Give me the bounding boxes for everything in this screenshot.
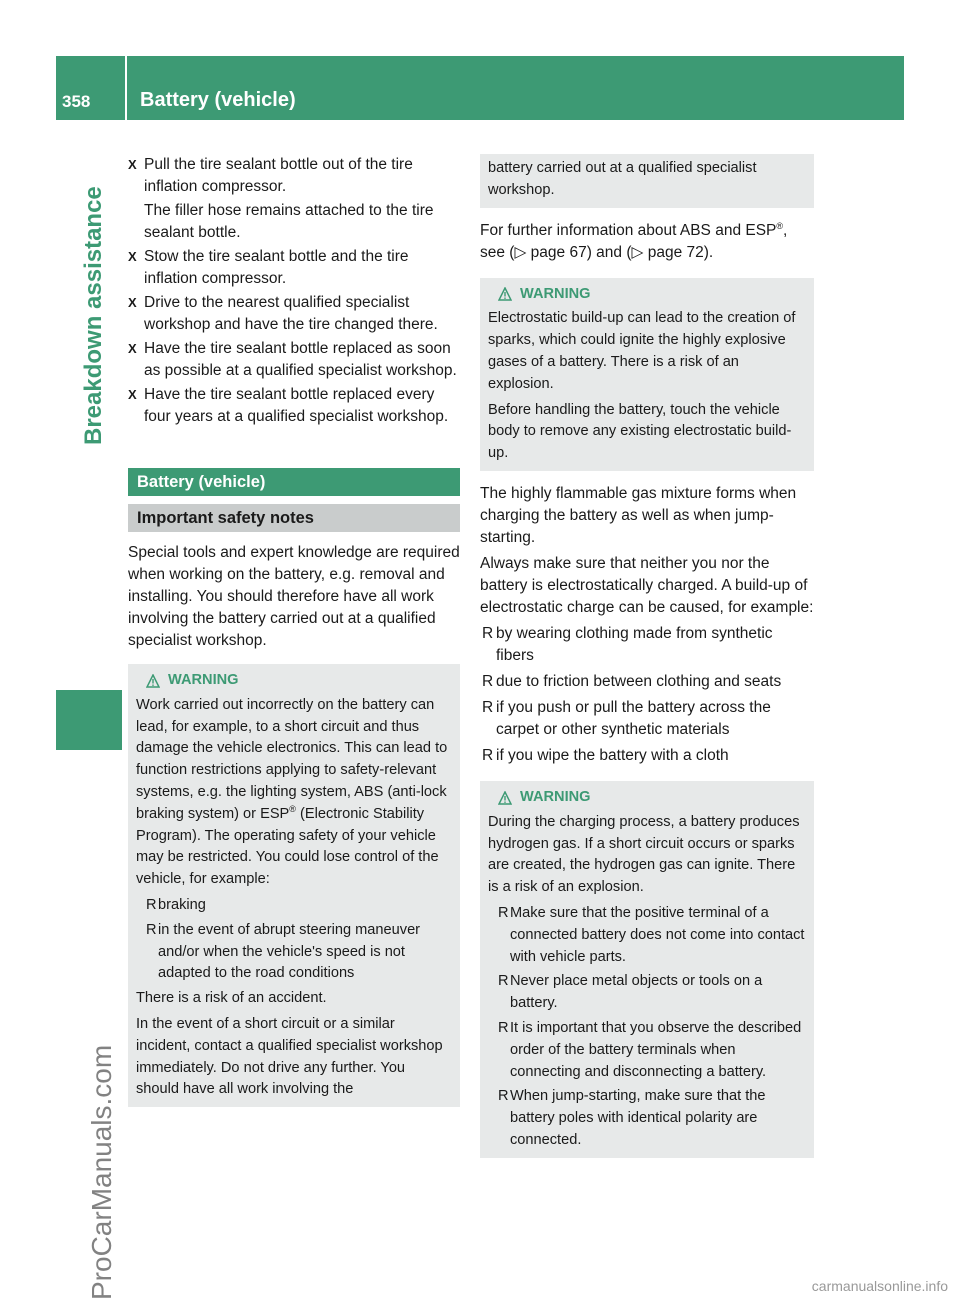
bullet-icon: R bbox=[146, 921, 157, 938]
intro-paragraph: Special tools and expert knowledge are required when working on the battery, e.g. removal and installing. You should therefore have all work involving the battery carried out at a qualified specialist workshop. bbox=[128, 544, 460, 649]
warning-triangle-icon bbox=[498, 791, 512, 805]
list-item: R by wearing clothing made from synthetic fibers bbox=[482, 624, 773, 664]
step-item bbox=[128, 384, 460, 428]
list-item: R Never place metal objects or tools on a battery. bbox=[498, 973, 763, 1012]
warning-header bbox=[488, 787, 806, 809]
step-arrow-icon: X bbox=[128, 295, 137, 310]
page-title: Battery (vehicle) bbox=[140, 89, 296, 111]
step-item bbox=[128, 154, 460, 198]
list-item: R if you wipe the battery with a cloth bbox=[480, 745, 814, 767]
section-heading: Battery (vehicle) bbox=[128, 468, 460, 496]
warning-label: WARNING bbox=[520, 285, 591, 302]
bullet-icon: R bbox=[482, 672, 494, 690]
bullet-icon: R bbox=[498, 1019, 509, 1036]
warning-box bbox=[480, 781, 814, 1158]
warning-box-continued bbox=[480, 154, 814, 208]
warning-box bbox=[128, 664, 460, 1107]
list-item: R in the event of abrupt steering maneuver and/or when the vehicle's speed is not adapted to the road conditions bbox=[146, 921, 421, 982]
step-arrow-icon: X bbox=[128, 249, 137, 264]
warning-header bbox=[136, 670, 452, 692]
bullet-icon: R bbox=[482, 624, 494, 642]
step-item bbox=[128, 338, 460, 382]
list-item: R When jump-starting, make sure that the battery poles with identical polarity are connected. bbox=[498, 1088, 766, 1148]
warning-label: WARNING bbox=[168, 672, 239, 688]
step-arrow-icon: X bbox=[128, 341, 137, 356]
step-text: Drive to the nearest qualified specialist workshop and have the tire changed there. bbox=[144, 294, 438, 333]
registered-mark: ® bbox=[289, 803, 296, 814]
registered-mark: ® bbox=[776, 220, 784, 231]
footer-watermark[interactable]: carmanualsonline.info bbox=[811, 1278, 948, 1294]
subsection-heading: Important safety notes bbox=[128, 504, 460, 532]
warning-triangle-icon bbox=[498, 287, 512, 301]
warning-paragraph: Electrostatic build-up can lead to the creation of sparks, which could ignite the highly explosive gases of a battery. There is a risk of an explosion. bbox=[488, 310, 796, 392]
body-paragraph: The highly flammable gas mixture forms when charging the battery as well as when jump-starting. bbox=[480, 484, 797, 546]
list-item: R Make sure that the positive terminal of a connected battery does not come into contact with vehicle parts. bbox=[498, 904, 805, 965]
warning-paragraph: In the event of a short circuit or a similar incident, contact a qualified specialist workshop immediately. Do not drive any further. You should have all work involving the bbox=[136, 1015, 443, 1098]
step-text: Pull the tire sealant bottle out of the tire inflation compressor. bbox=[144, 156, 413, 195]
step-item bbox=[128, 292, 460, 336]
bullet-icon: R bbox=[146, 896, 157, 913]
right-column bbox=[480, 154, 814, 1158]
bullet-icon: R bbox=[498, 904, 509, 921]
warning-paragraph: During the charging process, a battery produces hydrogen gas. If a short circuit occurs or sparks are created, the hydrogen gas can ignite. There is a risk of an explosion. bbox=[488, 813, 800, 896]
list-item: R It is important that you observe the described order of the battery terminals when connecting and disconnecting a battery. bbox=[498, 1019, 802, 1080]
list-item: R if you push or pull the battery across the carpet or other synthetic materials bbox=[482, 698, 771, 738]
info-paragraph: For further information about ABS and ESP®, see (▷ page 67) and (▷ page 72). bbox=[480, 220, 788, 261]
step-text: Have the tire sealant bottle replaced every four years at a qualified specialist workshop. bbox=[144, 386, 449, 425]
warning-triangle-icon bbox=[146, 674, 160, 688]
step-arrow-icon: X bbox=[128, 157, 137, 172]
warning-box bbox=[480, 278, 814, 471]
bullet-icon: R bbox=[498, 973, 509, 990]
page-number: 358 bbox=[62, 92, 91, 111]
warning-paragraph: battery carried out at a qualified specialist workshop. bbox=[488, 160, 757, 198]
list-item: R due to friction between clothing and seats bbox=[480, 671, 814, 693]
body-paragraph: Always make sure that neither you nor the battery is electrostatically charged. A build-up of electrostatic charge can be caused, for example: bbox=[480, 554, 814, 616]
bullet-icon: R bbox=[482, 698, 494, 716]
step-text: Have the tire sealant bottle replaced as soon as possible at a qualified specialist workshop. bbox=[144, 340, 457, 379]
warning-paragraph: Work carried out incorrectly on the battery can lead, for example, to a short circuit and thus damage the vehicle electronics. This can lead to function restrictions applying to safety-relevant systems, e.g. the lighting system, ABS (anti-lock braking system) or ESP® (Electronic Stability Program). The operating safety of your vehicle may be restricted. You could lose control of the vehicle, for example: bbox=[136, 696, 448, 888]
warning-paragraph: There is a risk of an accident. bbox=[136, 990, 327, 1007]
warning-label: WARNING bbox=[520, 788, 591, 805]
left-column bbox=[128, 154, 460, 1107]
bullet-icon: R bbox=[482, 746, 494, 764]
step-arrow-icon: X bbox=[128, 387, 137, 402]
step-text: Stow the tire sealant bottle and the tire inflation compressor. bbox=[144, 248, 409, 287]
list-item: R braking bbox=[144, 895, 452, 917]
header-separator bbox=[125, 56, 127, 120]
warning-header bbox=[488, 284, 806, 306]
step-note: The filler hose remains attached to the tire sealant bottle. bbox=[144, 202, 434, 241]
warning-paragraph: Before handling the battery, touch the vehicle body to remove any existing electrostatic build-up. bbox=[488, 401, 792, 462]
step-item bbox=[128, 246, 460, 290]
bullet-icon: R bbox=[498, 1088, 509, 1105]
side-tab-marker bbox=[56, 690, 122, 750]
